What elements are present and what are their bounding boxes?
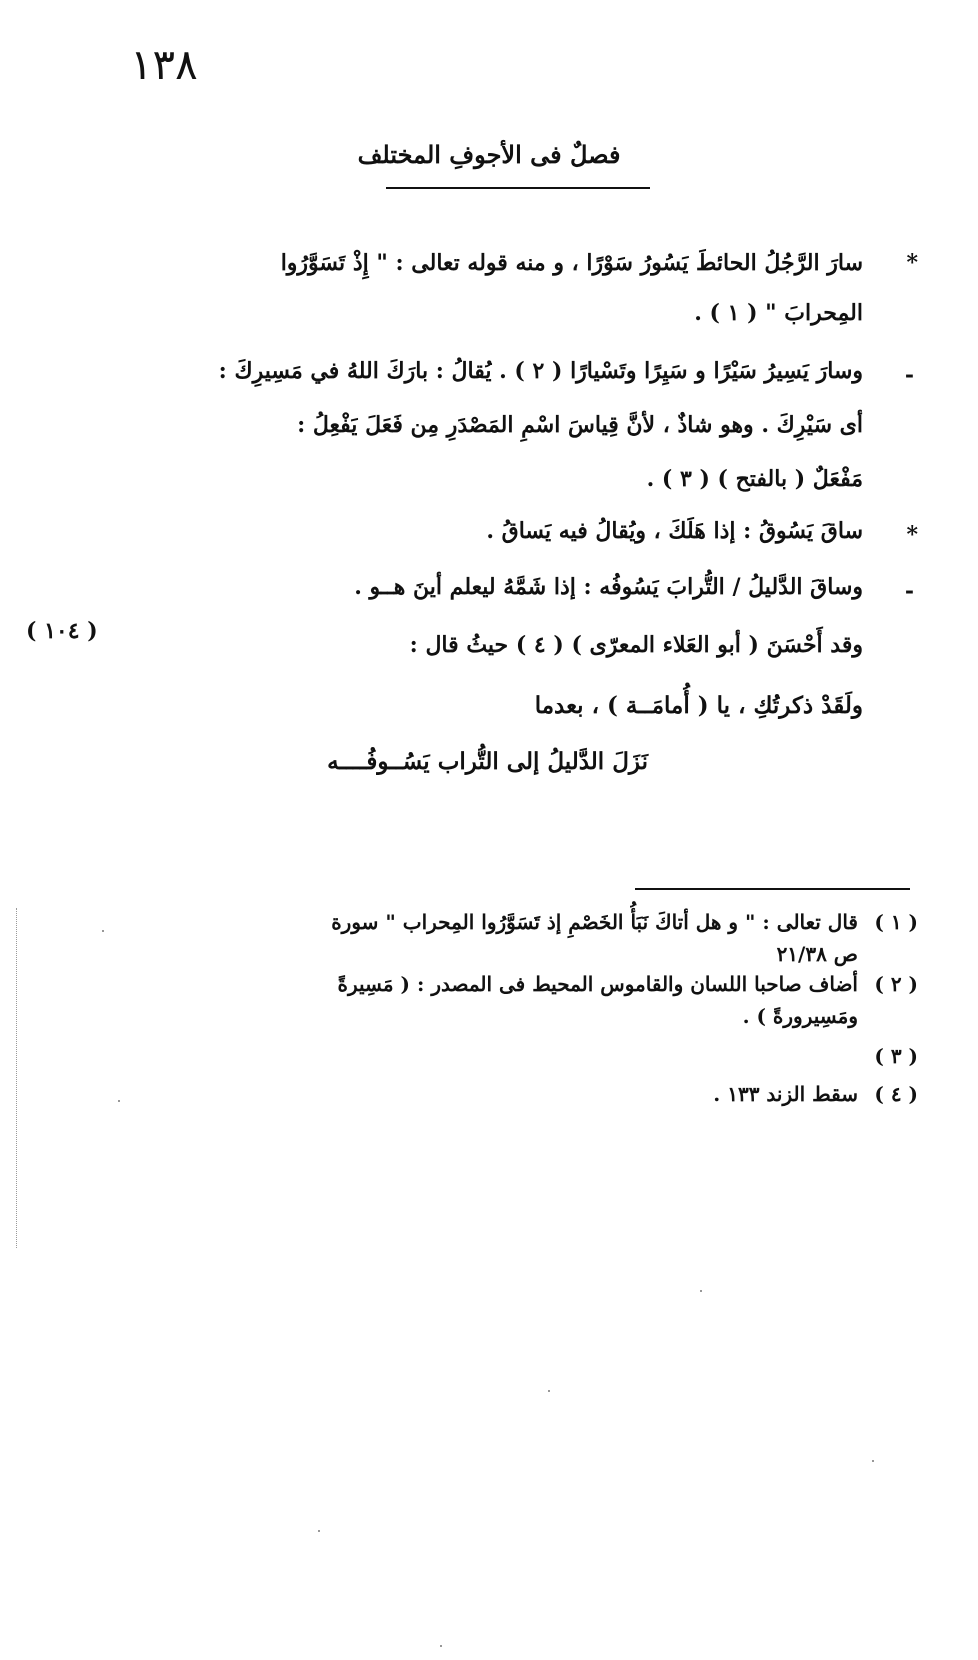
scan-edge-artifact [16,908,18,1248]
section-title-text: فصلٌ فى الأجوفِ المختلف [357,140,621,169]
footnote-text: ومَسِيرورةً ) . [742,1004,858,1028]
verse-first-hemistich: ولَقَدْ ذكرتُكِ ، يا ( أُمامَــة ) ، بعدما [534,692,863,719]
entry-line: ساقَ يَسُوقُ : إذا هَلَكَ ، ويُقالُ فيه يَساقُ . [486,518,863,544]
scan-speck [700,1290,702,1292]
footnote-2 [108,972,918,996]
title-underline [386,187,650,189]
entry-line: وساقَ الدَّليلُ / التُّرابَ يَسُوفُه : إذا شَمَّهُ ليعلم أينَ هــو . [354,574,863,600]
entry-line: أى سَيْرِكَ . وهو شاذٌ ، لأنَّ قِياسَ اسْمِ المَصْدَرِ مِن فَعَلَ يَفْعِلُ : [297,412,863,438]
entry-marker: - [904,578,914,604]
scan-speck [318,1530,320,1532]
entry-marker: * [906,522,918,548]
scan-speck [548,1390,550,1392]
entry-marker: * [906,250,918,276]
footnote-text: ص ٢١/٣٨ [776,942,858,966]
page-number: ١٣٨ [130,40,198,89]
entry-line: سارَ الرَّجُلُ الحائطَ يَسُورُ سَوْرًا ، و منه قوله تعالى : " إِذْ تَسَوَّرُوا [280,250,863,276]
footnote-text: قال تعالى : " و هل أتاكَ نَبَأُ الخَصْمِ إذ تَسَوَّرُوا المِحراب " سورة [331,910,858,934]
entry-marker: - [904,362,914,388]
footnote-text: سقط الزند ١٣٣ . [713,1082,858,1106]
margin-page-reference: ( ١٠٤ ) [26,618,98,644]
footnote-3 [108,1044,918,1068]
entry-line: المِحرابَ " ( ١ ) . [694,300,863,326]
footnote-number: ( ٣ ) [874,1044,918,1068]
footnote-4 [108,1082,918,1106]
footnote-separator [635,888,910,890]
section-title [0,140,978,173]
footnote-number: ( ٢ ) [874,972,918,996]
entry-line: وقد أَحْسَنَ ( أبو العَلاء المعرّى ) ( ٤ ) حيثُ قال : [409,632,863,658]
footnote-text: أضاف صاحبا اللسان والقاموس المحيط فى المصدر : ( مَسِيرةً [337,972,858,996]
footnote-1 [108,910,918,934]
scan-speck [118,1100,120,1102]
scan-speck [872,1460,874,1462]
footnote-number: ( ٤ ) [874,1082,918,1106]
scan-speck [102,930,104,932]
entry-line: وسارَ يَسِيرُ سَيْرًا و سَيِرًا وتَسْيارًا ( ٢ ) . يُقالُ : بارَكَ اللهُ في مَسِيرِكَ : [218,358,863,384]
entry-line: مَفْعَلٌ ( بالفتح ) ( ٣ ) . [646,466,863,492]
scan-speck [440,1645,442,1647]
footnote-1-continued [48,942,858,966]
footnote-number: ( ١ ) [874,910,918,934]
verse-second-hemistich: نَزَلَ الدَّليلُ إلى التُّراب يَسُــوفُــــه [327,748,648,775]
footnote-2-continued [48,1004,858,1028]
